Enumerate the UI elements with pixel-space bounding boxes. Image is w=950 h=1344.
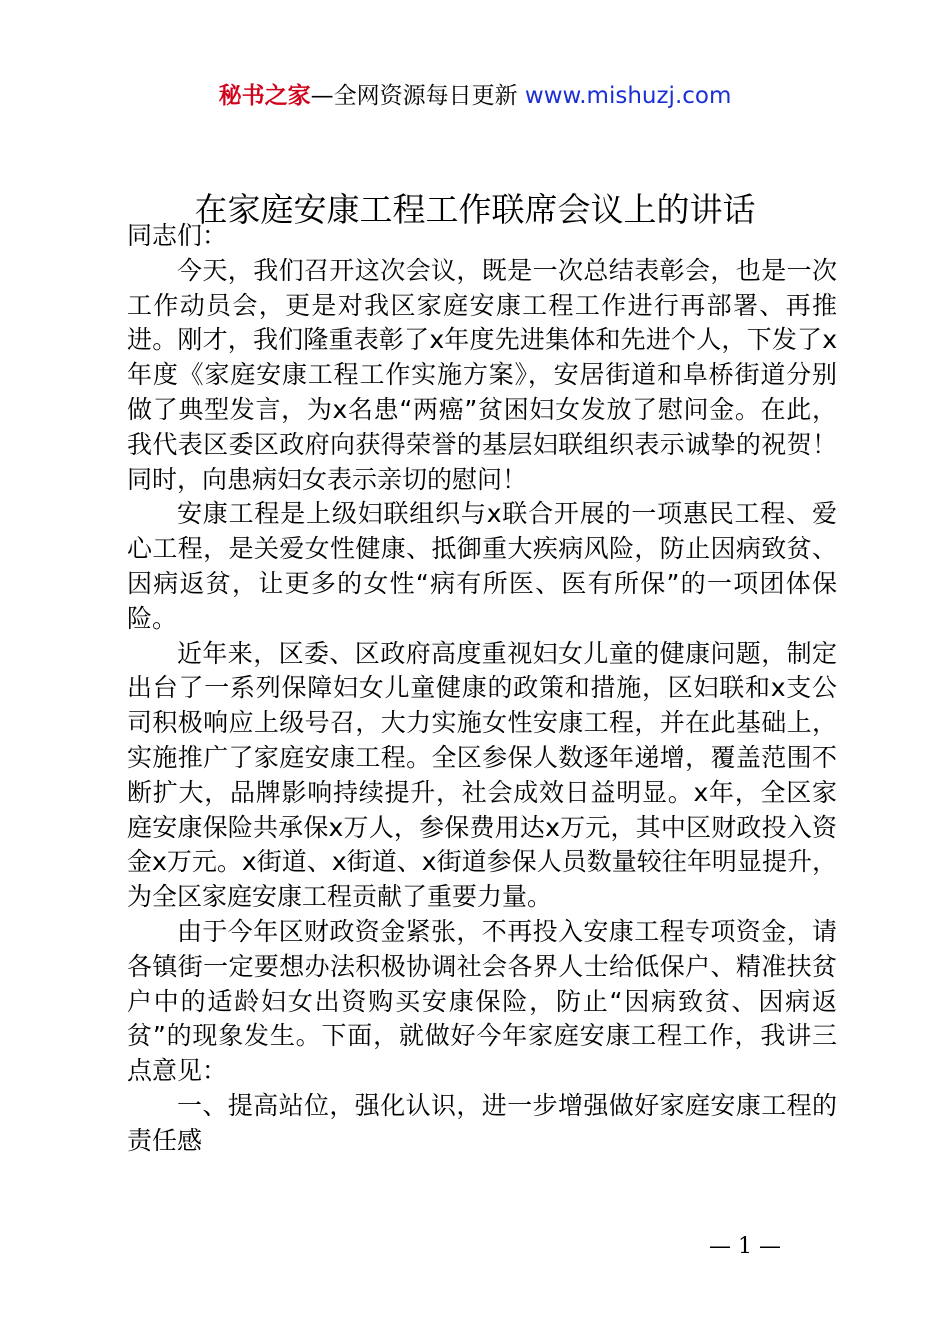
page-number: — 1 — bbox=[709, 1234, 781, 1259]
section-heading: 一、提高站位，强化认识，进一步增强做好家庭安康工程的责任感 bbox=[127, 1090, 837, 1155]
header-tagline: —全网资源每日更新 bbox=[310, 83, 518, 109]
site-header-banner bbox=[0, 80, 950, 112]
salutation: 同志们： bbox=[127, 221, 228, 250]
site-url-link[interactable]: www.mishuzj.com bbox=[524, 83, 732, 109]
body-paragraph: 今天，我们召开这次会议，既是一次总结表彰会，也是一次工作动员会，更是对我区家庭安康工程工作进行再部署、再推进。刚才，我们隆重表彰了x年度先进集体和先进个人，下发了x年度《家庭安康工程工作实施方案》，安居街道和阜桥街道分别做了典型发言，为x名患“两癌”贫困妇女发放了慰问金。在此，我代表区委区政府向获得荣誉的基层妇联组织表示诚挚的祝贺！同时，向患病妇女表示亲切的慰问！ bbox=[127, 255, 837, 494]
body-paragraph: 安康工程是上级妇联组织与x联合开展的一项惠民工程、爱心工程，是关爱女性健康、抵御重大疾病风险，防止因病致贫、因病返贫，让更多的女性“病有所医、医有所保”的一项团体保险。 bbox=[127, 499, 837, 633]
body-paragraph: 由于今年区财政资金紧张，不再投入安康工程专项资金，请各镇街一定要想办法积极协调社会各界人士给低保户、精准扶贫户中的适龄妇女出资购买安康保险，防止“因病致贫、因病返贫”的现象发生。下面，就做好今年家庭安康工程工作，我讲三点意见： bbox=[127, 916, 837, 1086]
brand-name: 秘书之家 bbox=[218, 83, 311, 109]
document-title: 在家庭安康工程工作联席会议上的讲话 bbox=[194, 190, 756, 229]
body-paragraph: 近年来，区委、区政府高度重视妇女儿童的健康问题，制定出台了一系列保障妇女儿童健康的政策和措施，区妇联和x支公司积极响应上级号召，大力实施女性安康工程，并在此基础上，实施推广了家庭安康工程。全区参保人数逐年递增，覆盖范围不断扩大，品牌影响持续提升，社会成效日益明显。x年，全区家庭安康保险共承保x万人，参保费用达x万元，其中区财政投入资金x万元。x街道、x街道、x街道参保人员数量较往年明显提升，为全区家庭安康工程贡献了重要力量。 bbox=[127, 638, 837, 912]
document-body bbox=[127, 219, 837, 1159]
